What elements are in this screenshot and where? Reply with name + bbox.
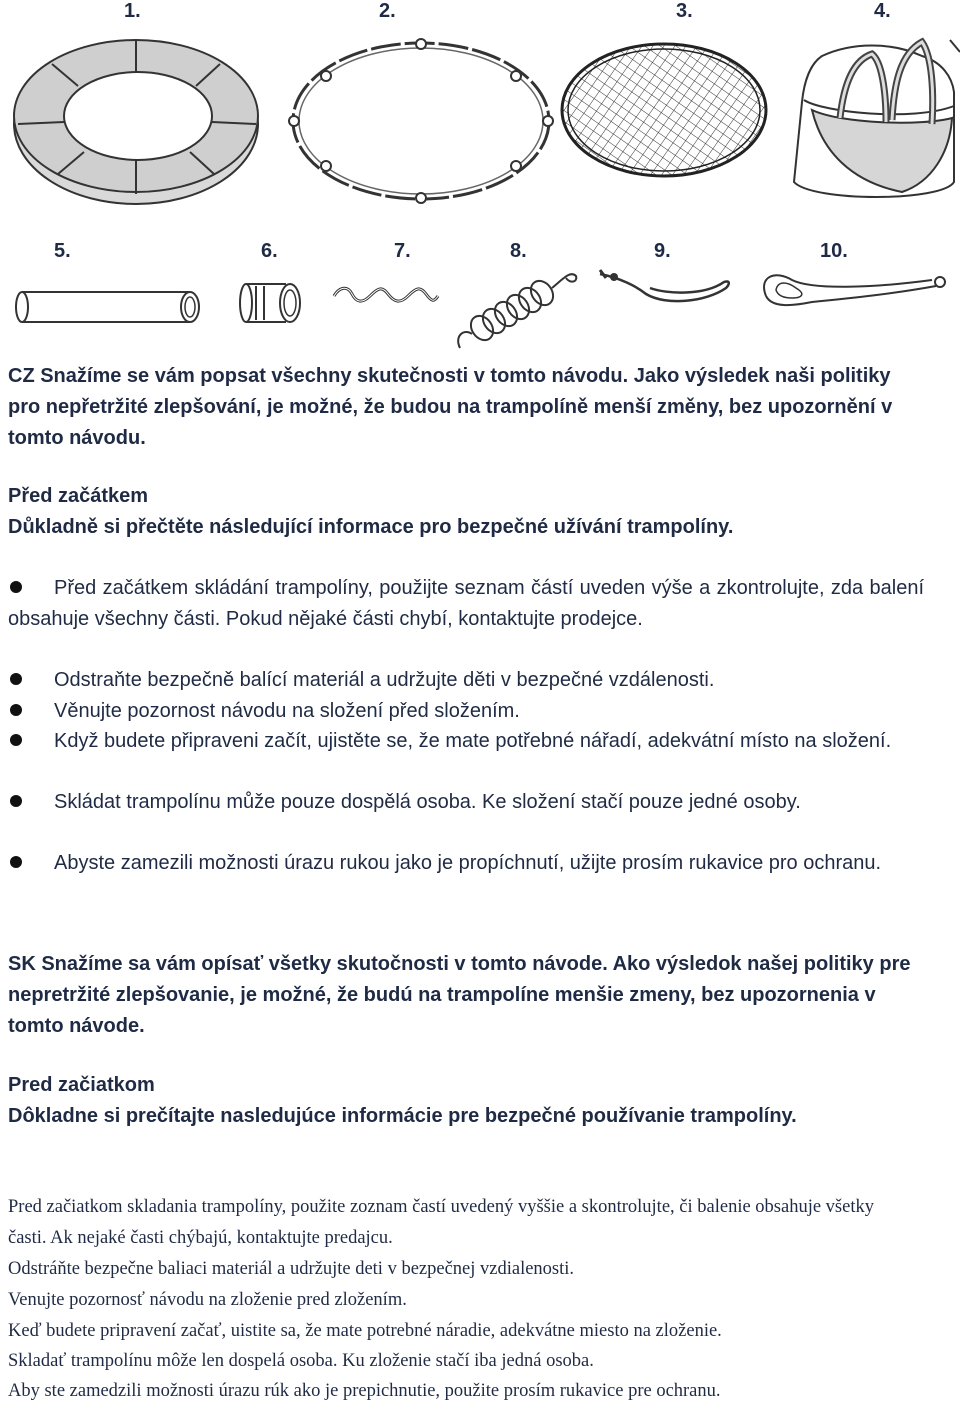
frame-ring-icon — [286, 36, 556, 206]
sk-item-6: Aby ste zamedzili možnosti úrazu rúk ako je prepichnutie, použite prosím rukavice pre ochranu. — [8, 1381, 721, 1401]
cz-bullet-6: Abyste zamezili možnosti úrazu rukou jako je propíchnutí, užijte prosím rukavice pro ochranu. — [54, 852, 882, 874]
part-number-8: 8. — [510, 240, 527, 262]
cz-bullet-1: Před začátkem skládání trampolíny, použijte seznam částí uveden výše a zkontrolujte, zda balení obsahuje všechny části. Pokud nějaké části chybí, kontaktujte prodejce. — [8, 577, 924, 630]
sk-item-2: Odstráňte bezpečne baliaci materiál a udržujte deti v bezpečnej vzdialenosti. — [8, 1259, 575, 1279]
part-number-7: 7. — [394, 240, 411, 262]
sk-subheading: Dôkladne si prečítajte nasledujúce informácie pre bezpečné používanie trampolíny. — [8, 1105, 797, 1127]
jumping-mat-icon — [558, 40, 770, 180]
cz-heading: Před začátkem — [8, 485, 149, 507]
sk-heading: Pred začiatkom — [8, 1074, 155, 1096]
sk-item-1: Pred začiatkom skladania trampolíny, použite zoznam častí uvedený vyššie a skontrolujte, či balenie obsahuje všetky časti. Ak nejaké časti chýbajú, kontaktujte predajcu. — [8, 1197, 874, 1248]
sk-item-5: Skladať trampolínu môže len dospelá osoba. Ku zloženie stačí iba jedná osoba. — [8, 1351, 594, 1371]
cz-bullet-3: Věnujte pozornost návodu na složení před složením. — [54, 700, 520, 722]
part-number-6: 6. — [261, 240, 278, 262]
part-number-5: 5. — [54, 240, 71, 262]
part-number-9: 9. — [654, 240, 671, 262]
wire-clip-icon — [330, 282, 442, 308]
spring-icon — [452, 266, 580, 356]
cz-bullet-4: Když budete připraveni začít, ujistěte se, že mate potřebné nářadí, adekvátní místo na složení. — [54, 730, 892, 752]
leg-connector-icon — [238, 276, 304, 328]
cz-bullet-2: Odstraňte bezpečně balící materiál a udržujte děti v bezpečné vzdálenosti. — [54, 669, 715, 691]
part-number-4: 4. — [874, 0, 891, 22]
part-number-3: 3. — [676, 0, 693, 22]
sk-intro: SK Snažíme sa vám opísať všetky skutočnosti v tomto návode. Ako výsledok našej politiky pre nepretržité zlepšovanie, je možné, že budú na trampolíne menšie zmeny, bez upozornenia v tomto návode. — [8, 953, 911, 1037]
cz-bullet-5: Skládat trampolínu může pouze dospělá osoba. Ke složení stačí pouze jedné osoby. — [54, 791, 801, 813]
sk-item-3: Venujte pozornosť návodu na zloženie pred zložením. — [8, 1290, 407, 1310]
strap-icon — [752, 266, 952, 312]
cz-intro: CZ Snažíme se vám popsat všechny skutečnosti v tomto návodu. Jako výsledek naši politiky pro nepřetržité zlepšování, je možné, že budou na trampolíně menší změny, bez upozornění v tomto návodu. — [8, 365, 893, 449]
sk-item-4: Keď budete pripravení začať, uistite sa, že mate potrebné náradie, adekvátne miesto na zloženie. — [8, 1321, 722, 1341]
part-number-1: 1. — [124, 0, 141, 22]
tube-icon — [14, 286, 204, 328]
frame-pad-ring-icon — [8, 34, 268, 212]
part-number-2: 2. — [379, 0, 396, 22]
safety-net-bag-icon — [782, 32, 960, 210]
part-number-10: 10. — [820, 240, 848, 262]
elastic-cord-icon — [596, 266, 736, 308]
cz-subheading: Důkladně si přečtěte následující informace pro bezpečné užívání trampolíny. — [8, 516, 734, 538]
